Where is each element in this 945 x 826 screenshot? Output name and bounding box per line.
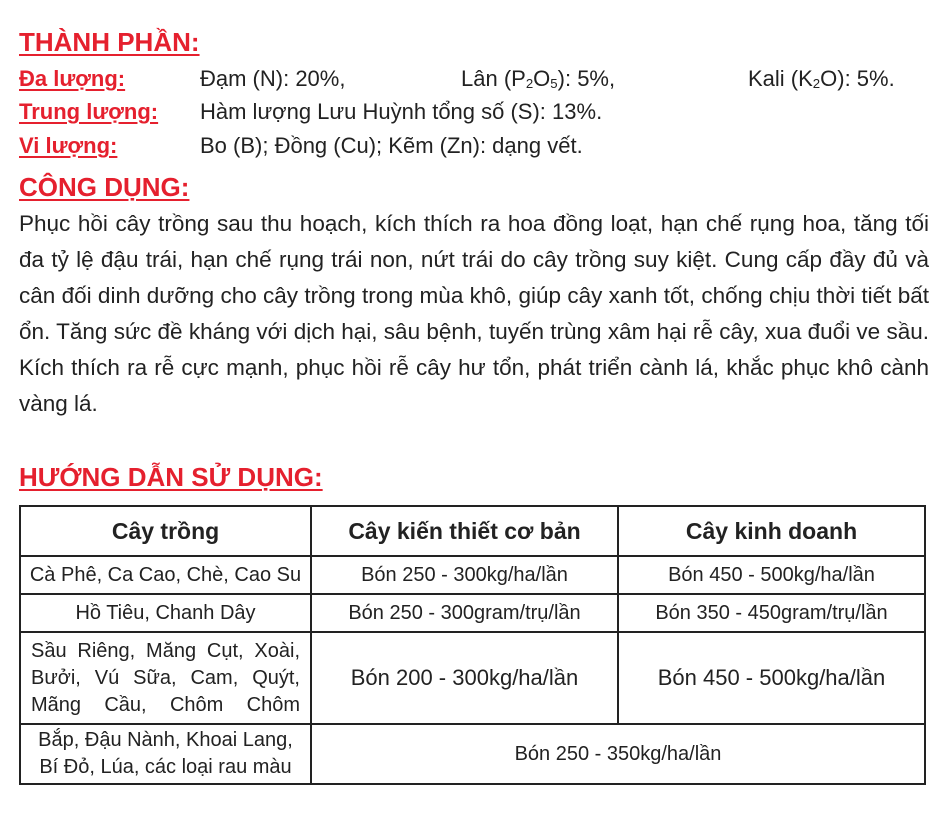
vi-luong-row: [19, 133, 929, 161]
crop-line: Bắp, Đậu Nành, Khoai Lang,: [38, 729, 293, 751]
da-luong-row: [19, 66, 929, 94]
crop-cell: [20, 632, 311, 724]
kinh-doanh-cell: Bón 450 - 500kg/ha/lần: [618, 632, 925, 724]
header-cay-trong: Cây trồng: [20, 506, 311, 556]
crop-cell: Hồ Tiêu, Chanh Dây: [20, 594, 311, 632]
kinh-doanh-cell: Bón 350 - 450gram/trụ/lần: [618, 594, 925, 632]
trung-luong-value: Hàm lượng Lưu Huỳnh tổng số (S): 13%.: [200, 99, 603, 124]
vi-luong-label: Vi lượng:: [19, 133, 118, 158]
header-kien-thiet: Cây kiến thiết cơ bản: [311, 506, 618, 556]
kien-thiet-cell: Bón 200 - 300kg/ha/lần: [311, 632, 618, 724]
lan-value: Lân $(P_2O_5)$: 5%,: [461, 66, 616, 91]
trung-luong-label: Trung lượng:: [19, 99, 159, 124]
crop-cell: [20, 724, 311, 784]
crop-cell: Cà Phê, Ca Cao, Chè, Cao Su: [20, 556, 311, 594]
section-heading-thanh-phan: THÀNH PHẦN:: [19, 27, 200, 57]
dam-value: Đạm (N): 20%,: [200, 66, 346, 91]
crop-line: Mãng Cầu, Chôm Chôm: [31, 693, 300, 716]
merged-dosage-cell: Bón 250 - 350kg/ha/lần: [311, 724, 925, 784]
cong-dung-paragraph: Phục hồi cây trồng sau thu hoạch, kích thích ra hoa đồng loạt, hạn chế rụng hoa, tăng tối đa tỷ lệ đậu trái, hạn chế rụng trái non, nứt trái do cây trồng suy kiệt. Cung cấp đầy đủ và cân đối dinh dưỡng cho cây trồng trong mùa khô, giúp cây xanh tốt, chống chịu thời tiết bất ổn. Tăng sức đề kháng với dịch hại, sâu bệnh, tuyến trùng xâm hại rễ cây, xua đuổi ve sầu. Kích thích ra rễ cực mạnh, phục hồi rễ cây hư tổn, phát triển cành lá, khắc phục khô cành vàng lá.: [19, 211, 929, 416]
table-row: [20, 556, 925, 594]
crop-line: Bí Đỏ, Lúa, các loại rau màu: [39, 756, 292, 778]
crop-line: Bưởi, Vú Sữa, Cam, Quýt,: [31, 666, 300, 689]
da-luong-label: Đa lượng:: [19, 66, 126, 91]
table-header-row: [20, 506, 925, 556]
crop-line: Sầu Riêng, Măng Cụt, Xoài,: [31, 639, 300, 662]
kien-thiet-cell: Bón 250 - 300gram/trụ/lần: [311, 594, 618, 632]
table-row: [20, 594, 925, 632]
header-kinh-doanh: Cây kinh doanh: [618, 506, 925, 556]
section-heading-cong-dung: CÔNG DỤNG:: [19, 172, 190, 202]
trung-luong-row: [19, 99, 929, 127]
table-row: [20, 632, 925, 724]
vi-luong-value: Bo (B); Đồng (Cu); Kẽm (Zn): dạng vết.: [200, 133, 583, 158]
kien-thiet-cell: Bón 250 - 300kg/ha/lần: [311, 556, 618, 594]
table-row: [20, 724, 925, 784]
kinh-doanh-cell: Bón 450 - 500kg/ha/lần: [618, 556, 925, 594]
section-heading-huong-dan: HƯỚNG DẪN SỬ DỤNG:: [19, 462, 323, 492]
kali-value: Kali $(K_2O)$: 5%.: [748, 66, 895, 91]
usage-table: [19, 505, 926, 785]
